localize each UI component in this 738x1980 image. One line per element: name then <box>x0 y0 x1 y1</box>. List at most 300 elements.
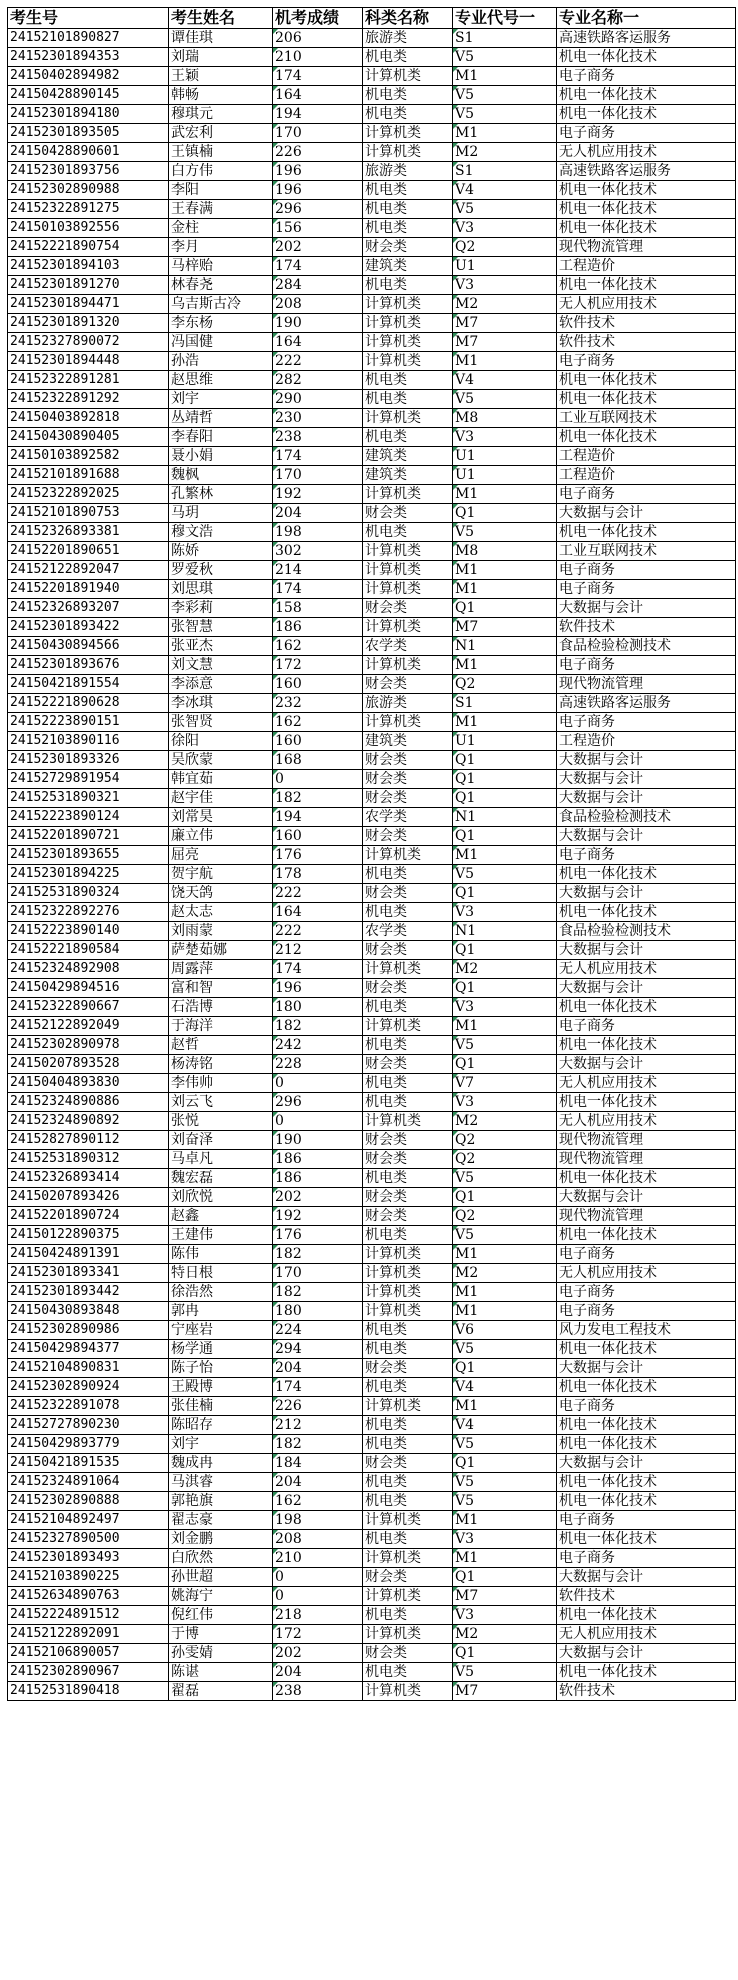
major-name-cell: 机电一体化技术 <box>557 1473 736 1492</box>
score-cell: 178 <box>273 865 363 884</box>
category-cell: 机电类 <box>363 48 453 67</box>
major-name-cell: 电子商务 <box>557 67 736 86</box>
major-code-cell: S1 <box>453 694 557 713</box>
table-row <box>8 1131 736 1150</box>
category-cell: 财会类 <box>363 1150 453 1169</box>
major-name-cell: 机电一体化技术 <box>557 105 736 124</box>
name-cell: 张佳楠 <box>169 1397 273 1416</box>
name-cell: 于海洋 <box>169 1017 273 1036</box>
score-cell: 182 <box>273 1435 363 1454</box>
major-code-cell: Q1 <box>453 1188 557 1207</box>
score-cell: 0 <box>273 770 363 789</box>
exam-id-cell: 24152322892276 <box>8 903 169 922</box>
name-cell: 魏宏磊 <box>169 1169 273 1188</box>
table-row <box>8 238 736 257</box>
score-cell: 182 <box>273 1245 363 1264</box>
category-cell: 计算机类 <box>363 67 453 86</box>
category-cell: 计算机类 <box>363 656 453 675</box>
major-code-cell: U1 <box>453 732 557 751</box>
score-cell: 190 <box>273 314 363 333</box>
exam-id-cell: 24150430893848 <box>8 1302 169 1321</box>
name-cell: 韩宜茹 <box>169 770 273 789</box>
major-code-cell: Q1 <box>453 789 557 808</box>
exam-id-cell: 24152301891320 <box>8 314 169 333</box>
major-code-cell: V4 <box>453 1416 557 1435</box>
exam-id-cell: 24152103890225 <box>8 1568 169 1587</box>
table-row <box>8 751 736 770</box>
exam-id-cell: 24152301893422 <box>8 618 169 637</box>
major-name-cell: 无人机应用技术 <box>557 295 736 314</box>
category-cell: 机电类 <box>363 105 453 124</box>
score-cell: 196 <box>273 162 363 181</box>
major-code-cell: M1 <box>453 1397 557 1416</box>
name-cell: 陈昭存 <box>169 1416 273 1435</box>
exam-id-cell: 24152302890988 <box>8 181 169 200</box>
major-code-cell: M2 <box>453 1264 557 1283</box>
score-cell: 208 <box>273 1530 363 1549</box>
major-name-cell: 大数据与会计 <box>557 979 736 998</box>
score-cell: 212 <box>273 1416 363 1435</box>
exam-id-cell: 24152201890724 <box>8 1207 169 1226</box>
category-cell: 财会类 <box>363 504 453 523</box>
exam-id-cell: 24152322890667 <box>8 998 169 1017</box>
exam-id-cell: 24152104892497 <box>8 1511 169 1530</box>
score-cell: 192 <box>273 485 363 504</box>
major-code-cell: M1 <box>453 1302 557 1321</box>
table-row <box>8 846 736 865</box>
major-name-cell: 大数据与会计 <box>557 770 736 789</box>
category-cell: 财会类 <box>363 770 453 789</box>
exam-id-cell: 24152327890500 <box>8 1530 169 1549</box>
table-row <box>8 333 736 352</box>
major-name-cell: 电子商务 <box>557 1302 736 1321</box>
major-code-cell: M7 <box>453 333 557 352</box>
category-cell: 机电类 <box>363 428 453 447</box>
category-cell: 机电类 <box>363 1416 453 1435</box>
name-cell: 张悦 <box>169 1112 273 1131</box>
table-row <box>8 485 736 504</box>
major-code-cell: M2 <box>453 1112 557 1131</box>
major-name-cell: 工程造价 <box>557 732 736 751</box>
score-cell: 206 <box>273 29 363 48</box>
score-cell: 238 <box>273 1682 363 1701</box>
score-cell: 242 <box>273 1036 363 1055</box>
exam-id-cell: 24152531890418 <box>8 1682 169 1701</box>
score-cell: 284 <box>273 276 363 295</box>
score-cell: 0 <box>273 1568 363 1587</box>
name-cell: 特日根 <box>169 1264 273 1283</box>
name-cell: 张智慧 <box>169 618 273 637</box>
score-cell: 174 <box>273 257 363 276</box>
name-cell: 贺宇航 <box>169 865 273 884</box>
name-cell: 马淇睿 <box>169 1473 273 1492</box>
score-cell: 174 <box>273 447 363 466</box>
table-row <box>8 808 736 827</box>
major-name-cell: 无人机应用技术 <box>557 1074 736 1093</box>
exam-id-cell: 24152301894448 <box>8 352 169 371</box>
name-cell: 孔繁林 <box>169 485 273 504</box>
name-cell: 陈伟 <box>169 1245 273 1264</box>
major-name-cell: 现代物流管理 <box>557 675 736 694</box>
exam-id-cell: 24152122892047 <box>8 561 169 580</box>
score-cell: 190 <box>273 1131 363 1150</box>
major-code-cell: Q2 <box>453 1150 557 1169</box>
score-cell: 214 <box>273 561 363 580</box>
category-cell: 财会类 <box>363 1644 453 1663</box>
table-row <box>8 599 736 618</box>
name-cell: 赵思维 <box>169 371 273 390</box>
table-row <box>8 1473 736 1492</box>
category-cell: 机电类 <box>363 1435 453 1454</box>
score-cell: 182 <box>273 1283 363 1302</box>
major-name-cell: 大数据与会计 <box>557 827 736 846</box>
name-cell: 穆文浩 <box>169 523 273 542</box>
name-cell: 张智贤 <box>169 713 273 732</box>
table-row <box>8 656 736 675</box>
score-cell: 160 <box>273 827 363 846</box>
score-cell: 170 <box>273 1264 363 1283</box>
table-row <box>8 504 736 523</box>
category-cell: 财会类 <box>363 1568 453 1587</box>
exam-id-cell: 24152302890967 <box>8 1663 169 1682</box>
exam-id-cell: 24152223890140 <box>8 922 169 941</box>
exam-id-cell: 24152201890651 <box>8 542 169 561</box>
score-cell: 160 <box>273 732 363 751</box>
exam-id-cell: 24152301893341 <box>8 1264 169 1283</box>
score-cell: 294 <box>273 1340 363 1359</box>
exam-id-cell: 24152106890057 <box>8 1644 169 1663</box>
major-code-cell: V3 <box>453 1093 557 1112</box>
category-cell: 财会类 <box>363 1454 453 1473</box>
category-cell: 计算机类 <box>363 409 453 428</box>
score-cell: 0 <box>273 1112 363 1131</box>
major-code-cell: Q1 <box>453 884 557 903</box>
score-cell: 168 <box>273 751 363 770</box>
major-code-cell: M1 <box>453 124 557 143</box>
table-row <box>8 1302 736 1321</box>
category-cell: 计算机类 <box>363 352 453 371</box>
major-name-cell: 大数据与会计 <box>557 504 736 523</box>
score-cell: 162 <box>273 1492 363 1511</box>
major-code-cell: V6 <box>453 1321 557 1340</box>
table-row <box>8 1245 736 1264</box>
name-cell: 马玥 <box>169 504 273 523</box>
score-cell: 222 <box>273 352 363 371</box>
name-cell: 屈亮 <box>169 846 273 865</box>
major-name-cell: 食品检验检测技术 <box>557 808 736 827</box>
category-cell: 计算机类 <box>363 1397 453 1416</box>
major-name-cell: 高速铁路客运服务 <box>557 694 736 713</box>
major-code-cell: V5 <box>453 48 557 67</box>
table-row <box>8 827 736 846</box>
header-exam-id: 考生号 <box>8 8 169 29</box>
major-name-cell: 电子商务 <box>557 124 736 143</box>
table-row <box>8 713 736 732</box>
name-cell: 倪红伟 <box>169 1606 273 1625</box>
table-row <box>8 295 736 314</box>
table-row <box>8 941 736 960</box>
table-row <box>8 219 736 238</box>
table-row <box>8 1093 736 1112</box>
score-cell: 204 <box>273 1473 363 1492</box>
table-row <box>8 86 736 105</box>
category-cell: 机电类 <box>363 390 453 409</box>
major-name-cell: 现代物流管理 <box>557 1150 736 1169</box>
score-cell: 158 <box>273 599 363 618</box>
exam-id-cell: 24152324890886 <box>8 1093 169 1112</box>
major-name-cell: 大数据与会计 <box>557 1188 736 1207</box>
table-row <box>8 409 736 428</box>
major-code-cell: M1 <box>453 656 557 675</box>
name-cell: 刘金鹏 <box>169 1530 273 1549</box>
header-row <box>8 8 736 29</box>
category-cell: 计算机类 <box>363 561 453 580</box>
exam-id-cell: 24152301893756 <box>8 162 169 181</box>
major-name-cell: 机电一体化技术 <box>557 1378 736 1397</box>
major-code-cell: M1 <box>453 1511 557 1530</box>
category-cell: 机电类 <box>363 1663 453 1682</box>
header-major-name: 专业名称一 <box>557 8 736 29</box>
name-cell: 刘奋泽 <box>169 1131 273 1150</box>
major-name-cell: 机电一体化技术 <box>557 865 736 884</box>
name-cell: 王镇楠 <box>169 143 273 162</box>
score-cell: 170 <box>273 466 363 485</box>
score-cell: 182 <box>273 1017 363 1036</box>
category-cell: 计算机类 <box>363 713 453 732</box>
major-name-cell: 高速铁路客运服务 <box>557 162 736 181</box>
name-cell: 杨学通 <box>169 1340 273 1359</box>
name-cell: 李伟帅 <box>169 1074 273 1093</box>
major-code-cell: M8 <box>453 542 557 561</box>
exam-id-cell: 24152301894180 <box>8 105 169 124</box>
major-name-cell: 无人机应用技术 <box>557 1112 736 1131</box>
name-cell: 李冰琪 <box>169 694 273 713</box>
major-name-cell: 大数据与会计 <box>557 1644 736 1663</box>
score-cell: 198 <box>273 1511 363 1530</box>
major-code-cell: M1 <box>453 561 557 580</box>
name-cell: 李添意 <box>169 675 273 694</box>
major-name-cell: 机电一体化技术 <box>557 1226 736 1245</box>
exam-id-cell: 24152223890151 <box>8 713 169 732</box>
category-cell: 财会类 <box>363 941 453 960</box>
category-cell: 农学类 <box>363 922 453 941</box>
table-row <box>8 390 736 409</box>
major-code-cell: V5 <box>453 1036 557 1055</box>
category-cell: 计算机类 <box>363 333 453 352</box>
score-cell: 232 <box>273 694 363 713</box>
major-code-cell: U1 <box>453 257 557 276</box>
category-cell: 机电类 <box>363 86 453 105</box>
major-name-cell: 无人机应用技术 <box>557 960 736 979</box>
score-cell: 162 <box>273 713 363 732</box>
major-name-cell: 机电一体化技术 <box>557 1416 736 1435</box>
table-row <box>8 1055 736 1074</box>
major-name-cell: 机电一体化技术 <box>557 276 736 295</box>
exam-id-cell: 24150403892818 <box>8 409 169 428</box>
table-row <box>8 105 736 124</box>
name-cell: 马梓贻 <box>169 257 273 276</box>
major-name-cell: 机电一体化技术 <box>557 1340 736 1359</box>
major-code-cell: Q1 <box>453 1454 557 1473</box>
score-cell: 180 <box>273 1302 363 1321</box>
major-name-cell: 软件技术 <box>557 618 736 637</box>
category-cell: 建筑类 <box>363 257 453 276</box>
category-cell: 机电类 <box>363 1606 453 1625</box>
category-cell: 财会类 <box>363 1207 453 1226</box>
exam-id-cell: 24152101891688 <box>8 466 169 485</box>
name-cell: 马卓凡 <box>169 1150 273 1169</box>
major-code-cell: Q2 <box>453 238 557 257</box>
score-cell: 202 <box>273 238 363 257</box>
category-cell: 机电类 <box>363 1530 453 1549</box>
category-cell: 计算机类 <box>363 542 453 561</box>
exam-id-cell: 24150402894982 <box>8 67 169 86</box>
table-row <box>8 1606 736 1625</box>
category-cell: 机电类 <box>363 371 453 390</box>
major-name-cell: 电子商务 <box>557 846 736 865</box>
exam-id-cell: 24152122892049 <box>8 1017 169 1036</box>
major-name-cell: 电子商务 <box>557 1397 736 1416</box>
name-cell: 聂小娟 <box>169 447 273 466</box>
major-name-cell: 工程造价 <box>557 466 736 485</box>
table-row <box>8 1017 736 1036</box>
exam-id-cell: 24152301893493 <box>8 1549 169 1568</box>
score-cell: 218 <box>273 1606 363 1625</box>
exam-id-cell: 24150428890601 <box>8 143 169 162</box>
table-row <box>8 1644 736 1663</box>
major-code-cell: S1 <box>453 162 557 181</box>
table-row <box>8 1340 736 1359</box>
category-cell: 机电类 <box>363 1321 453 1340</box>
exam-id-cell: 24152221890628 <box>8 694 169 713</box>
table-row <box>8 561 736 580</box>
table-row <box>8 1150 736 1169</box>
exam-id-cell: 24152322891275 <box>8 200 169 219</box>
major-code-cell: S1 <box>453 29 557 48</box>
major-code-cell: M7 <box>453 618 557 637</box>
exam-id-cell: 24152301894353 <box>8 48 169 67</box>
exam-id-cell: 24152104890831 <box>8 1359 169 1378</box>
major-code-cell: Q1 <box>453 504 557 523</box>
major-name-cell: 食品检验检测技术 <box>557 922 736 941</box>
major-name-cell: 机电一体化技术 <box>557 1435 736 1454</box>
table-row <box>8 29 736 48</box>
category-cell: 机电类 <box>363 1340 453 1359</box>
name-cell: 刘瑞 <box>169 48 273 67</box>
major-name-cell: 工程造价 <box>557 257 736 276</box>
name-cell: 翟志豪 <box>169 1511 273 1530</box>
major-code-cell: V3 <box>453 1606 557 1625</box>
table-row <box>8 428 736 447</box>
major-name-cell: 现代物流管理 <box>557 1207 736 1226</box>
name-cell: 石浩博 <box>169 998 273 1017</box>
score-cell: 230 <box>273 409 363 428</box>
name-cell: 刘欣悦 <box>169 1188 273 1207</box>
name-cell: 刘思琪 <box>169 580 273 599</box>
major-name-cell: 机电一体化技术 <box>557 1492 736 1511</box>
exam-id-cell: 24152322892025 <box>8 485 169 504</box>
score-cell: 0 <box>273 1587 363 1606</box>
table-row <box>8 143 736 162</box>
score-cell: 226 <box>273 143 363 162</box>
exam-id-cell: 24152122892091 <box>8 1625 169 1644</box>
category-cell: 财会类 <box>363 827 453 846</box>
name-cell: 魏成冉 <box>169 1454 273 1473</box>
name-cell: 姚海宁 <box>169 1587 273 1606</box>
major-name-cell: 机电一体化技术 <box>557 48 736 67</box>
name-cell: 孙雯婧 <box>169 1644 273 1663</box>
category-cell: 财会类 <box>363 884 453 903</box>
major-code-cell: V4 <box>453 1378 557 1397</box>
category-cell: 计算机类 <box>363 143 453 162</box>
exam-id-cell: 24152531890321 <box>8 789 169 808</box>
table-row <box>8 1359 736 1378</box>
category-cell: 财会类 <box>363 599 453 618</box>
exam-id-cell: 24152729891954 <box>8 770 169 789</box>
name-cell: 李月 <box>169 238 273 257</box>
score-cell: 174 <box>273 67 363 86</box>
major-name-cell: 机电一体化技术 <box>557 181 736 200</box>
table-row <box>8 580 736 599</box>
category-cell: 计算机类 <box>363 1511 453 1530</box>
name-cell: 周露萍 <box>169 960 273 979</box>
score-cell: 224 <box>273 1321 363 1340</box>
table-row <box>8 162 736 181</box>
score-cell: 176 <box>273 846 363 865</box>
category-cell: 计算机类 <box>363 618 453 637</box>
name-cell: 王春满 <box>169 200 273 219</box>
exam-id-cell: 24150430894566 <box>8 637 169 656</box>
name-cell: 孙浩 <box>169 352 273 371</box>
category-cell: 财会类 <box>363 675 453 694</box>
table-row <box>8 1169 736 1188</box>
category-cell: 计算机类 <box>363 960 453 979</box>
table-row <box>8 675 736 694</box>
exam-id-cell: 24152221890754 <box>8 238 169 257</box>
major-name-cell: 食品检验检测技术 <box>557 637 736 656</box>
score-cell: 204 <box>273 1663 363 1682</box>
score-cell: 202 <box>273 1188 363 1207</box>
exam-id-cell: 24152101890753 <box>8 504 169 523</box>
table-row <box>8 1378 736 1397</box>
major-code-cell: V3 <box>453 276 557 295</box>
table-row <box>8 371 736 390</box>
table-row <box>8 67 736 86</box>
table-row <box>8 884 736 903</box>
exam-id-cell: 24150428890145 <box>8 86 169 105</box>
major-code-cell: Q1 <box>453 941 557 960</box>
name-cell: 罗爱秋 <box>169 561 273 580</box>
table-row <box>8 1112 736 1131</box>
major-code-cell: Q1 <box>453 1055 557 1074</box>
major-code-cell: Q1 <box>453 770 557 789</box>
name-cell: 赵太志 <box>169 903 273 922</box>
score-cell: 162 <box>273 637 363 656</box>
exam-id-cell: 24152221890584 <box>8 941 169 960</box>
exam-id-cell: 24152301893442 <box>8 1283 169 1302</box>
major-code-cell: U1 <box>453 447 557 466</box>
category-cell: 机电类 <box>363 523 453 542</box>
category-cell: 建筑类 <box>363 447 453 466</box>
table-row <box>8 466 736 485</box>
category-cell: 机电类 <box>363 181 453 200</box>
table-row <box>8 1397 736 1416</box>
score-cell: 204 <box>273 504 363 523</box>
score-cell: 170 <box>273 124 363 143</box>
exam-id-cell: 24152301893676 <box>8 656 169 675</box>
major-code-cell: M1 <box>453 580 557 599</box>
exam-id-cell: 24152634890763 <box>8 1587 169 1606</box>
